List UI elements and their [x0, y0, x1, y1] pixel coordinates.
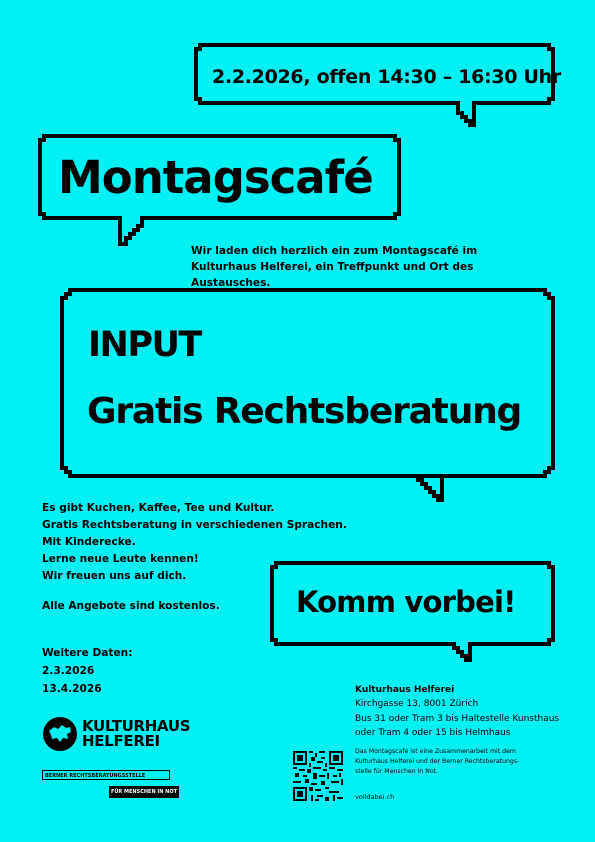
intro-text: Wir laden dich herzlich ein zum Montagscafé im Kulturhaus Helferei, ein Treffpunkt und Ort des Austausches.	[191, 245, 478, 289]
feature-item: Es gibt Kuchen, Kaffee, Tee und Kultur.	[42, 502, 275, 514]
qr-code-icon[interactable]	[293, 751, 343, 805]
cta-text: Komm vorbei!	[296, 585, 516, 619]
further-date: 2.3.2026	[42, 665, 95, 677]
kulturhaus-logo-icon	[42, 716, 78, 756]
venue-address: Kirchgasse 13, 8001 Zürich	[355, 699, 479, 710]
feature-item: Mit Kinderecke.	[42, 536, 136, 548]
free-note: Alle Angebote sind kostenlos.	[42, 600, 220, 612]
page-title: Montagscafé	[58, 151, 373, 204]
venue-name: Kulturhaus Helferei	[355, 685, 455, 695]
logo-text-line: HELFEREI	[82, 732, 160, 750]
further-dates-heading: Weitere Daten:	[42, 647, 133, 659]
feature-item: Gratis Rechtsberatung in verschiedenen Sprachen.	[42, 519, 347, 531]
organizer-note-line: Kulturhaus Helferei und der Berner Rechtsberatungs-	[355, 758, 520, 765]
kulturhaus-logo-text	[82, 719, 190, 749]
event-date-time: 2.2.2026, offen 14:30 – 16:30 Uhr	[212, 66, 561, 88]
input-topic: Gratis Rechtsberatung	[87, 391, 522, 432]
organizer-note	[355, 747, 519, 777]
further-dates	[42, 644, 132, 698]
venue-info	[355, 683, 559, 740]
feature-item: Lerne neue Leute kennen!	[42, 553, 199, 565]
venue-transit: Bus 31 oder Tram 3 bis Haltestelle Kunsthaus	[355, 713, 560, 724]
logo-text-line: KULTURHAUS	[82, 717, 191, 735]
feature-item: Wir freuen uns auf dich.	[42, 570, 187, 582]
website-link[interactable]: volldabei.ch	[355, 793, 395, 801]
berner-logo-top: BERNER RECHTSBERATUNGSSTELLE	[42, 770, 170, 780]
venue-transit: oder Tram 4 oder 15 bis Helmhaus	[355, 727, 511, 738]
further-date: 13.4.2026	[42, 683, 102, 695]
input-label: INPUT	[88, 325, 201, 365]
organizer-note-line: stelle für Menschen in Not.	[355, 768, 439, 775]
organizer-note-line: Das Montagscafé ist eine Zusammenarbeit mit dem	[355, 748, 516, 755]
berner-logo-bottom: FÜR MENSCHEN IN NOT	[109, 786, 179, 798]
feature-list	[42, 500, 347, 585]
